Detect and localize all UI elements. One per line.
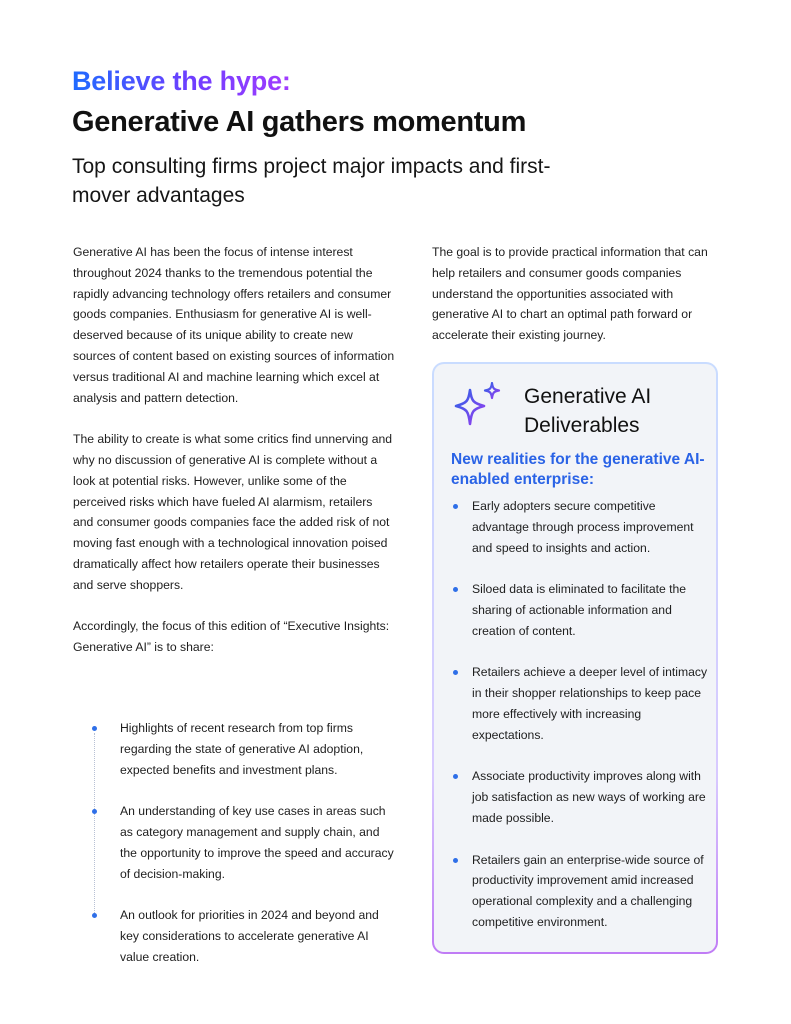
list-item-text: An outlook for priorities in 2024 and beyond and key considerations to accelerate generative AI value creation. bbox=[120, 908, 379, 964]
list-item bbox=[472, 496, 708, 558]
bullet-dot-icon bbox=[92, 913, 97, 918]
kicker-heading: Believe the hype: bbox=[72, 66, 291, 96]
list-item bbox=[472, 579, 708, 641]
list-item bbox=[472, 662, 708, 745]
bullet-dot-icon bbox=[453, 774, 458, 779]
list-item-text: Associate productivity improves along with job satisfaction as new ways of working are made possible. bbox=[472, 769, 706, 825]
list-item-text: An understanding of key use cases in areas such as category management and supply chain, and the opportunity to improve the speed and accuracy of decision-making. bbox=[120, 804, 394, 881]
goal-paragraph: The goal is to provide practical information that can help retailers and consumer goods companies understand the opportunities associated with generative AI to chart an optimal path forward or accelerate their existing journey. bbox=[432, 245, 708, 343]
bullet-dot-icon bbox=[453, 858, 458, 863]
bullet-dot-icon bbox=[453, 670, 458, 675]
list-item bbox=[472, 850, 708, 933]
list-item-text: Retailers gain an enterprise-wide source of productivity improvement amid increased operational complexity and a challenging competitive environment. bbox=[472, 852, 704, 929]
list-item-text: Siloed data is eliminated to facilitate the sharing of actionable information and creation of content. bbox=[472, 582, 687, 638]
page-subtitle: Top consulting firms project major impacts and first-mover advantages bbox=[72, 155, 551, 207]
risk-paragraph: The ability to create is what some critics find unnerving and why no discussion of generative AI is complete without a look at potential risks. However, unlike some of the perceived risks which have fueled AI alarmism, retailers and consumer goods companies face the added risk of not moving fast enough with a technological innovation poised dramatically affect how retailers operate their businesses and serve shoppers. bbox=[73, 432, 393, 592]
card-subheading: New realities for the generative AI-enabled enterprise: bbox=[451, 451, 705, 488]
intro-paragraph: Generative AI has been the focus of intense interest throughout 2024 thanks to the tremendous potential the rapidly advancing technology offers retailers and consumer goods companies. Enthusiasm for generative AI is well-deserved because of its unique ability to create new sources of content based on existing sources of information versus traditional AI and machine learning which excel at analysis and pattern detection. bbox=[73, 245, 395, 405]
sparkle-icon bbox=[452, 382, 508, 432]
bullet-dot-icon bbox=[453, 504, 458, 509]
left-column bbox=[73, 242, 395, 658]
bullet-dot-icon bbox=[92, 809, 97, 814]
list-item-text: Early adopters secure competitive advantage through process improvement and speed to insights and action. bbox=[472, 499, 694, 555]
deliverables-card bbox=[432, 362, 718, 954]
focus-paragraph: Accordingly, the focus of this edition of “Executive Insights: Generative AI” is to share: bbox=[73, 619, 390, 655]
deliverables-list bbox=[472, 496, 708, 954]
bullet-dot-icon bbox=[92, 726, 97, 731]
share-bullet-list bbox=[120, 718, 396, 988]
right-column bbox=[432, 242, 724, 346]
list-item bbox=[120, 905, 396, 967]
list-item bbox=[120, 718, 396, 780]
list-item bbox=[472, 766, 708, 828]
list-item-text: Highlights of recent research from top firms regarding the state of generative AI adoption, expected benefits and investment plans. bbox=[120, 721, 364, 777]
list-item-text: Retailers achieve a deeper level of intimacy in their shopper relationships to keep pace more effectively with increasing expectations. bbox=[472, 665, 708, 742]
list-item bbox=[120, 801, 396, 884]
card-title: Generative AI Deliverables bbox=[524, 385, 652, 437]
page-title: Generative AI gathers momentum bbox=[72, 106, 527, 138]
deliverables-card-body bbox=[434, 364, 716, 952]
bullet-rail bbox=[94, 733, 95, 917]
bullet-dot-icon bbox=[453, 587, 458, 592]
